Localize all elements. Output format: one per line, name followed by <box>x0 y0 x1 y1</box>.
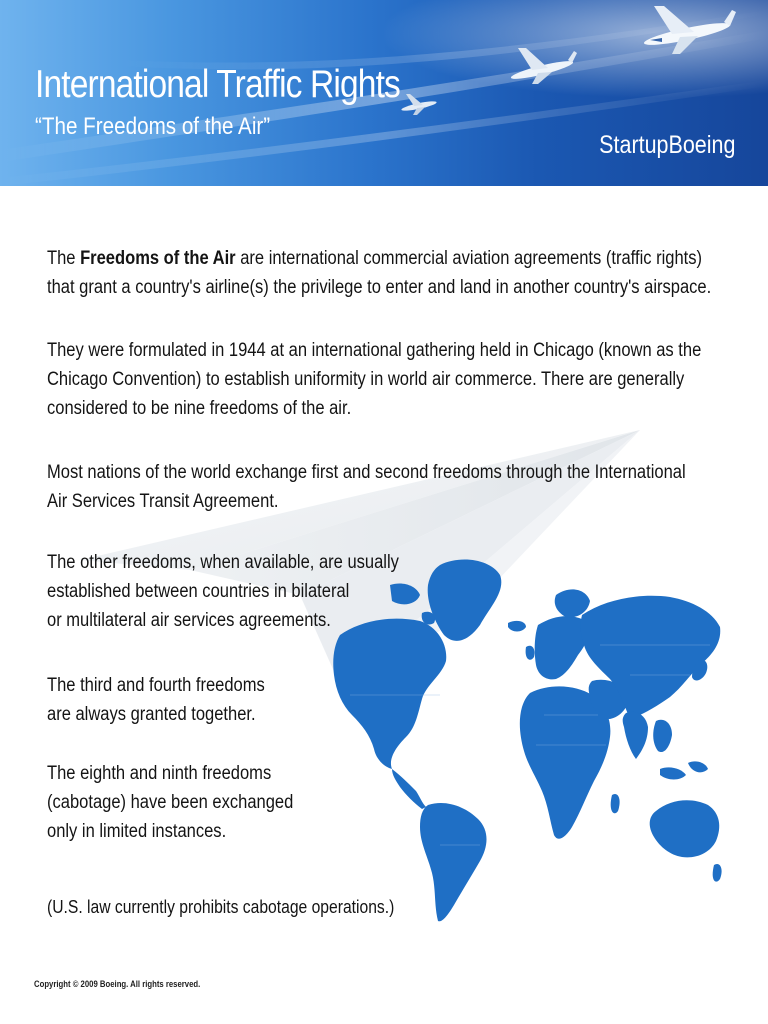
paragraph-line: Most nations of the world exchange first and second freedoms through the International <box>47 462 686 483</box>
paragraph-freedoms-definition <box>47 244 711 302</box>
bold-term: Freedoms of the Air <box>80 248 236 269</box>
airplane-icon <box>632 4 742 56</box>
page-title: International Traffic Rights <box>35 63 400 106</box>
paragraph-line: are always granted together. <box>47 704 256 725</box>
paragraph-line: They were formulated in 1944 at an international gathering held in Chicago (known as the <box>47 340 702 361</box>
paragraph-line: that grant a country's airline(s) the privilege to enter and land in another country's airspace. <box>47 277 712 298</box>
copyright-notice: Copyright © 2009 Boeing. All rights reserved. <box>34 979 201 989</box>
paragraph-line: Air Services Transit Agreement. <box>47 491 279 512</box>
paragraph-line: The third and fourth freedoms <box>47 675 265 696</box>
airplane-icon <box>396 92 442 116</box>
page-subtitle: “The Freedoms of the Air” <box>35 113 271 140</box>
header-banner <box>0 0 768 186</box>
paragraph-other-freedoms <box>47 548 399 635</box>
paragraph-line: established between countries in bilateral <box>47 581 350 602</box>
paragraph-line <box>47 244 711 273</box>
paragraph-third-fourth <box>47 671 265 729</box>
paragraph-line: considered to be nine freedoms of the air. <box>47 398 352 419</box>
brand-name: StartupBoeing <box>598 131 735 159</box>
paragraph-line: The other freedoms, when available, are usually <box>47 552 399 573</box>
text-segment: The <box>47 248 81 269</box>
paragraph-line: or multilateral air services agreements. <box>47 610 331 631</box>
paragraph-line: (cabotage) have been exchanged <box>47 792 294 813</box>
paragraph-line: only in limited instances. <box>47 821 227 842</box>
paragraph-history <box>47 336 701 423</box>
text-segment: are international commercial aviation agreements (traffic rights) <box>235 248 703 269</box>
airplane-icon <box>502 46 582 86</box>
paragraph-line: The eighth and ninth freedoms <box>47 763 272 784</box>
paragraph-transit-agreement <box>47 458 686 516</box>
paragraph-cabotage <box>47 759 293 846</box>
paragraph-line: Chicago Convention) to establish uniformity in world air commerce. There are generally <box>47 369 685 390</box>
cabotage-note: (U.S. law currently prohibits cabotage operations.) <box>47 897 395 917</box>
